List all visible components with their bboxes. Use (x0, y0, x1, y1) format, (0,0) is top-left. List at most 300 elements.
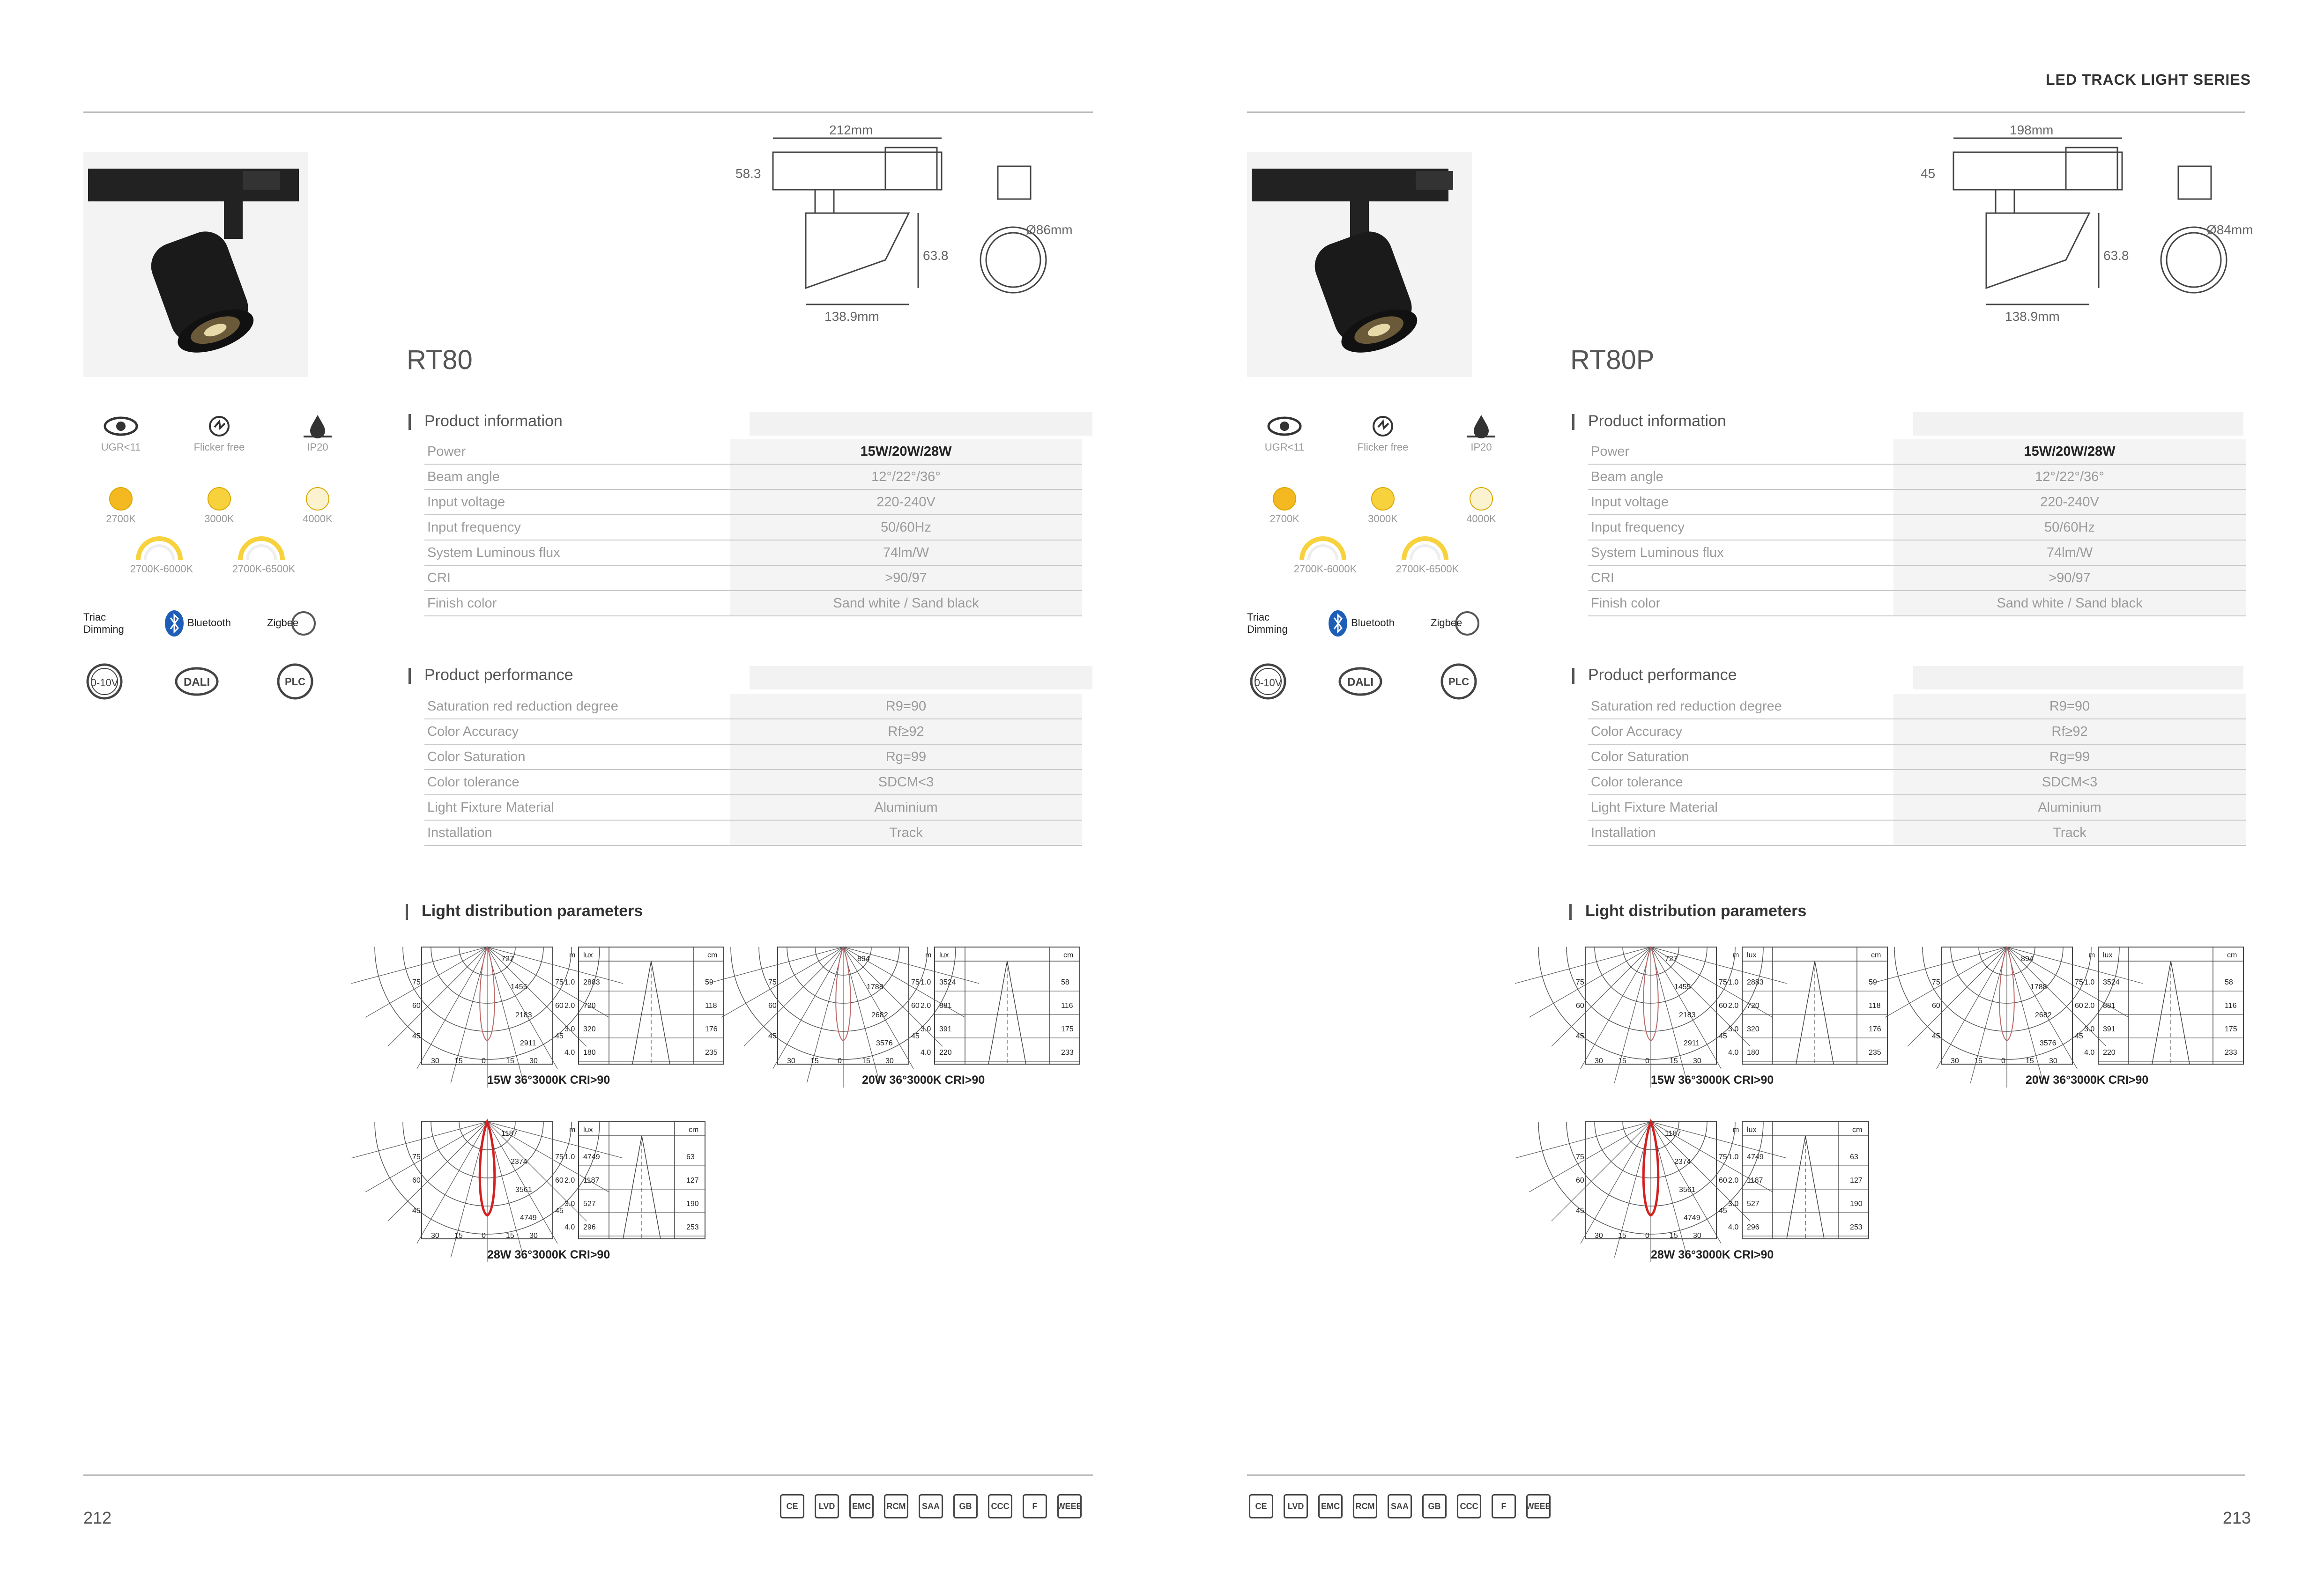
spec-row (424, 770, 1082, 795)
row-m: 1.0 (1728, 1153, 1739, 1161)
angle-label: 60 (412, 1002, 421, 1010)
light-chart (1932, 947, 2246, 1078)
row-cm: 118 (705, 1002, 717, 1010)
row-lux: 296 (583, 1223, 596, 1231)
ring-value: 4749 (520, 1214, 537, 1222)
angle-label: 15 (454, 1232, 463, 1240)
row-m: 2.0 (921, 1002, 931, 1010)
row-m: 2.0 (2084, 1002, 2095, 1010)
cct-dot-icon (1266, 485, 1303, 513)
cert-icon: RCM (1353, 1494, 1377, 1518)
spec-value: SDCM<3 (730, 770, 1082, 795)
row-lux: 881 (939, 1002, 952, 1010)
spec-row (1588, 515, 2246, 540)
row-m: 3.0 (564, 1200, 575, 1208)
feature-label: IP20 (307, 441, 328, 453)
angle-label: 15 (1618, 1057, 1626, 1065)
row-lux: 220 (939, 1049, 952, 1057)
col-head-lux: lux (1747, 951, 1757, 959)
angle-label: 75 (412, 978, 421, 986)
ring-value: 2682 (871, 1011, 888, 1019)
col-head-m: m (1733, 951, 1739, 959)
ring-value: 3576 (876, 1039, 893, 1047)
eye-icon (102, 412, 140, 440)
polar-diagram (1515, 947, 1787, 1088)
spec-value: Track (1893, 820, 2246, 845)
angle-label: 0 (482, 1232, 486, 1240)
page-number-left: 212 (83, 1508, 112, 1527)
row-lux: 320 (583, 1025, 596, 1033)
spec-value: 15W/20W/28W (730, 439, 1082, 464)
bottom-rule-right (1247, 1474, 2245, 1476)
dim-lamp-length: 138.9mm (2005, 309, 2060, 324)
col-head-m: m (925, 951, 932, 959)
spec-value: 12°/22°/36° (730, 464, 1082, 489)
col-head-cm: cm (1063, 951, 1074, 959)
row-lux: 2883 (1747, 978, 1764, 986)
cct-dot-icon (299, 485, 336, 513)
spec-value: 50/60Hz (1893, 515, 2246, 540)
angle-label: 75 (911, 978, 920, 986)
col-head-lux: lux (583, 951, 593, 959)
light-chart (768, 947, 1082, 1078)
angle-label: 15 (454, 1057, 463, 1065)
spec-key: Saturation red reduction degree (1588, 694, 1893, 719)
zigbee-label: Zigbee (1431, 617, 1463, 629)
angle-label: 15 (1670, 1057, 1678, 1065)
spec-key: Input voltage (1588, 489, 1893, 515)
cct-dot-icon (102, 485, 140, 513)
spec-key: Power (1588, 439, 1893, 464)
row-cm: 118 (1869, 1002, 1881, 1010)
spec-key: Color tolerance (424, 770, 730, 795)
chart-caption: 20W 36°3000K CRI>90 (862, 1074, 985, 1087)
cert-icon: EMC (849, 1494, 874, 1518)
triac-dimming-label: Triac Dimming (1247, 611, 1288, 635)
spec-row (1588, 719, 2246, 744)
bluetooth-icon (1327, 609, 1349, 637)
row-m: 3.0 (921, 1025, 931, 1033)
row-lux: 220 (2103, 1049, 2116, 1057)
ring-value: 1455 (511, 983, 527, 991)
angle-label: 30 (431, 1232, 439, 1240)
spec-key: Installation (424, 820, 730, 845)
page-number-right: 213 (2222, 1508, 2251, 1527)
angle-label: 15 (1618, 1232, 1626, 1240)
row-m: 4.0 (564, 1223, 575, 1231)
angle-label: 75 (555, 978, 564, 986)
spec-row (1588, 744, 2246, 770)
row-lux: 720 (1747, 1002, 1760, 1010)
row-m: 4.0 (1728, 1223, 1739, 1231)
dim-lamp-length: 138.9mm (824, 309, 879, 324)
product-performance-table (424, 694, 1082, 846)
peak-value: 894 (857, 955, 870, 963)
light-distribution-title: Light distribution parameters (422, 902, 643, 920)
spec-row (1588, 540, 2246, 565)
cert-icon: WEEE (1526, 1494, 1551, 1518)
row-m: 1.0 (1728, 978, 1739, 986)
spec-key: Installation (1588, 820, 1893, 845)
cct-label: 3000K (204, 513, 234, 525)
row-cm: 59 (1869, 978, 1877, 986)
table-head-shade (1913, 412, 2243, 436)
spec-key: Color Accuracy (424, 719, 730, 744)
tunable-arc-icon (131, 534, 187, 562)
angle-label: 30 (1693, 1232, 1701, 1240)
feature-label: UGR<11 (101, 441, 141, 453)
spec-value: Track (730, 820, 1082, 845)
row-lux: 391 (2103, 1025, 2116, 1033)
col-head-lux: lux (2103, 951, 2113, 959)
row-m: 2.0 (1728, 1002, 1739, 1010)
row-cm: 233 (1061, 1049, 1074, 1057)
row-cm: 127 (686, 1177, 699, 1185)
plc-icon (274, 663, 316, 700)
angle-label: 60 (1719, 1177, 1727, 1185)
row-cm: 63 (686, 1153, 695, 1161)
lux-table (564, 947, 724, 1064)
chart-caption: 20W 36°3000K CRI>90 (2026, 1074, 2149, 1087)
plc-label: PLC (285, 676, 305, 688)
row-m: 2.0 (564, 1177, 575, 1185)
cert-icon: LVD (1284, 1494, 1308, 1518)
spec-row (1588, 795, 2246, 820)
spec-value: R9=90 (1893, 694, 2246, 719)
col-head-lux: lux (939, 951, 949, 959)
polar-diagram (351, 1122, 623, 1262)
spec-value: Rg=99 (1893, 744, 2246, 770)
angle-label: 75 (768, 978, 777, 986)
angle-label: 45 (1719, 1032, 1727, 1040)
row-lux: 4749 (1747, 1153, 1764, 1161)
lux-table (564, 1122, 705, 1239)
angle-label: 30 (1595, 1057, 1603, 1065)
angle-label: 30 (1595, 1232, 1603, 1240)
dim-lamp-height: 63.8 (923, 248, 949, 263)
spec-row (424, 439, 1082, 464)
zigbee-icon (290, 609, 318, 637)
spec-key: Light Fixture Material (424, 795, 730, 820)
row-cm: 176 (705, 1025, 718, 1033)
spec-key: Beam angle (1588, 464, 1893, 489)
angle-label: 60 (555, 1177, 564, 1185)
angle-label: 15 (2026, 1057, 2034, 1065)
dim-lamp-height: 63.8 (2103, 248, 2129, 263)
spec-row (1588, 820, 2246, 845)
ring-value: 2911 (1684, 1039, 1700, 1047)
row-m: 1.0 (564, 978, 575, 986)
zigbee-icon (1453, 609, 1481, 637)
row-cm: 253 (686, 1223, 699, 1231)
tunable-arc-icon (1397, 534, 1453, 562)
spec-key: Color Saturation (1588, 744, 1893, 770)
angle-label: 45 (768, 1032, 777, 1040)
row-m: 2.0 (1728, 1177, 1739, 1185)
row-cm: 233 (2225, 1049, 2237, 1057)
feature-label: Flicker free (193, 441, 245, 453)
ring-value: 2911 (520, 1039, 536, 1047)
ring-value: 2374 (1674, 1158, 1691, 1166)
product-info-title: Product information (1588, 412, 1726, 430)
spec-value: 220-240V (1893, 489, 2246, 515)
peak-value: 727 (501, 955, 514, 963)
row-lux: 391 (939, 1025, 952, 1033)
cert-icon: CE (780, 1494, 804, 1518)
chart-caption: 28W 36°3000K CRI>90 (1651, 1248, 1774, 1261)
series-title: LED TRACK LIGHT SERIES (2045, 71, 2251, 88)
angle-label: 30 (529, 1232, 538, 1240)
spec-key: CRI (1588, 565, 1893, 591)
spec-key: Color Accuracy (1588, 719, 1893, 744)
ring-value: 3561 (515, 1186, 532, 1194)
cct-dot-icon (200, 485, 238, 513)
angle-label: 75 (1932, 978, 1940, 986)
spec-row (424, 591, 1082, 616)
spec-value: 74lm/W (1893, 540, 2246, 565)
row-lux: 3524 (939, 978, 956, 986)
row-lux: 1187 (1747, 1177, 1763, 1185)
product-performance-title: Product performance (424, 666, 573, 684)
dim-width: 198mm (2010, 123, 2054, 137)
row-lux: 180 (1747, 1049, 1760, 1057)
angle-label: 75 (412, 1153, 421, 1161)
row-cm: 59 (705, 978, 713, 986)
row-lux: 320 (1747, 1025, 1760, 1033)
angle-label: 0 (2001, 1057, 2005, 1065)
col-head-cm: cm (1852, 1126, 1863, 1134)
bluetooth-label: Bluetooth (1351, 617, 1395, 629)
spec-row (424, 565, 1082, 591)
angle-label: 75 (555, 1153, 564, 1161)
spec-key: Color tolerance (1588, 770, 1893, 795)
ring-value: 2183 (1679, 1011, 1696, 1019)
angle-label: 45 (1576, 1032, 1584, 1040)
spec-value: SDCM<3 (1893, 770, 2246, 795)
feature-label: IP20 (1470, 441, 1492, 453)
angle-label: 30 (885, 1057, 894, 1065)
cert-icon: CCC (1457, 1494, 1481, 1518)
cert-icon: GB (1422, 1494, 1447, 1518)
spec-row (1588, 565, 2246, 591)
ring-value: 2682 (2035, 1011, 2052, 1019)
table-head-shade (750, 666, 1092, 689)
cert-icon: WEEE (1057, 1494, 1082, 1518)
cct-label: 3000K (1368, 513, 1398, 525)
row-m: 3.0 (2084, 1025, 2095, 1033)
row-cm: 63 (1850, 1153, 1858, 1161)
row-m: 4.0 (2084, 1049, 2095, 1057)
spec-key: Finish color (1588, 591, 1893, 616)
cert-icon: LVD (815, 1494, 839, 1518)
product-performance-title: Product performance (1588, 666, 1737, 684)
angle-label: 60 (768, 1002, 777, 1010)
spec-row (424, 719, 1082, 744)
spec-key: System Luminous flux (1588, 540, 1893, 565)
polar-diagram (707, 947, 979, 1088)
spec-row (1588, 489, 2246, 515)
spec-row (1588, 464, 2246, 489)
dim-diameter: Ø86mm (1026, 222, 1073, 237)
angle-label: 60 (911, 1002, 920, 1010)
spec-key: Saturation red reduction degree (424, 694, 730, 719)
spec-value: 220-240V (730, 489, 1082, 515)
spec-value: Rg=99 (730, 744, 1082, 770)
spec-key: Finish color (424, 591, 730, 616)
light-chart (1576, 1122, 1871, 1253)
spec-row (1588, 591, 2246, 616)
angle-label: 15 (862, 1057, 870, 1065)
angle-label: 45 (1719, 1207, 1727, 1215)
eye-icon (1266, 412, 1303, 440)
spec-row (1588, 770, 2246, 795)
dim-width: 212mm (829, 123, 873, 137)
row-lux: 3524 (2103, 978, 2120, 986)
lux-table (921, 947, 1080, 1064)
zero-to-ten-label: 0-10V (90, 677, 119, 689)
spec-row (424, 540, 1082, 565)
angle-label: 30 (2049, 1057, 2057, 1065)
row-cm: 175 (1061, 1025, 1074, 1033)
col-head-m: m (569, 951, 576, 959)
col-head-cm: cm (2227, 951, 2237, 959)
angle-label: 15 (1670, 1232, 1678, 1240)
polar-diagram (1515, 1122, 1787, 1262)
dimension-drawing (1902, 119, 2267, 335)
ip-drop-icon (299, 412, 336, 440)
zero-to-ten-label: 0-10V (1254, 677, 1282, 689)
chart-caption: 15W 36°3000K CRI>90 (487, 1074, 610, 1087)
row-m: 4.0 (921, 1049, 931, 1057)
cert-icon: CE (1249, 1494, 1273, 1518)
row-cm: 235 (705, 1049, 718, 1057)
spec-row (424, 795, 1082, 820)
ring-value: 1788 (867, 983, 884, 991)
angle-label: 15 (506, 1057, 514, 1065)
spec-value: R9=90 (730, 694, 1082, 719)
tunable-arc-icon (233, 534, 290, 562)
angle-label: 45 (412, 1032, 421, 1040)
spec-row (424, 744, 1082, 770)
ring-value: 3576 (2040, 1039, 2057, 1047)
spec-key: Input frequency (1588, 515, 1893, 540)
tunable-label: 2700K-6000K (1293, 563, 1357, 575)
spec-key: CRI (424, 565, 730, 591)
row-cm: 176 (1869, 1025, 1881, 1033)
angle-label: 15 (506, 1232, 514, 1240)
angle-label: 60 (412, 1177, 421, 1185)
col-head-cm: cm (689, 1126, 699, 1134)
row-lux: 881 (2103, 1002, 2116, 1010)
spec-value: Aluminium (1893, 795, 2246, 820)
row-lux: 180 (583, 1049, 596, 1057)
row-cm: 235 (1869, 1049, 1881, 1057)
row-lux: 527 (1747, 1200, 1760, 1208)
angle-label: 75 (1576, 978, 1584, 986)
dali-icon (1337, 665, 1384, 698)
plc-label: PLC (1448, 676, 1469, 688)
top-rule-right (1247, 111, 2245, 113)
table-head-shade (1913, 666, 2243, 689)
chart-caption: 28W 36°3000K CRI>90 (487, 1248, 610, 1261)
angle-label: 45 (1932, 1032, 1940, 1040)
bluetooth-label: Bluetooth (187, 617, 231, 629)
row-cm: 58 (2225, 978, 2233, 986)
spec-value: Sand white / Sand black (730, 591, 1082, 616)
spec-key: Input frequency (424, 515, 730, 540)
ring-value: 1788 (2030, 983, 2047, 991)
polar-diagram (1871, 947, 2143, 1088)
lux-table (1728, 1122, 1869, 1239)
light-chart (412, 947, 726, 1078)
row-m: 4.0 (564, 1049, 575, 1057)
row-m: 4.0 (1728, 1049, 1739, 1057)
row-m: 3.0 (1728, 1200, 1739, 1208)
ring-value: 4749 (1684, 1214, 1700, 1222)
col-head-lux: lux (1747, 1126, 1757, 1134)
product-performance-table (1588, 694, 2246, 846)
cert-icon: RCM (884, 1494, 908, 1518)
angle-label: 15 (1974, 1057, 1982, 1065)
cct-dot-icon (1364, 485, 1402, 513)
spec-key: Light Fixture Material (1588, 795, 1893, 820)
product-info-title: Product information (424, 412, 563, 430)
light-chart (1576, 947, 1890, 1078)
top-rule-left (83, 111, 1093, 113)
row-m: 1.0 (2084, 978, 2095, 986)
tunable-label: 2700K-6500K (1396, 563, 1459, 575)
spec-row (1588, 694, 2246, 719)
angle-label: 45 (555, 1207, 564, 1215)
angle-label: 60 (555, 1002, 564, 1010)
bottom-rule-left (83, 1474, 1093, 1476)
dimension-drawing (721, 119, 1087, 335)
zero-to-ten-icon (1247, 663, 1289, 700)
row-lux: 4749 (583, 1153, 600, 1161)
plc-icon (1438, 663, 1480, 700)
angle-label: 0 (838, 1057, 842, 1065)
col-head-lux: lux (583, 1126, 593, 1134)
peak-value: 894 (2021, 955, 2034, 963)
product-info-table (424, 439, 1082, 616)
product-photo (1247, 152, 1472, 377)
spec-value: Aluminium (730, 795, 1082, 820)
col-head-cm: cm (1871, 951, 1881, 959)
row-m: 2.0 (564, 1002, 575, 1010)
angle-label: 45 (555, 1032, 564, 1040)
col-head-m: m (569, 1126, 576, 1134)
light-distribution-title: Light distribution parameters (1585, 902, 1807, 920)
spec-key: System Luminous flux (424, 540, 730, 565)
cert-icon: F (1492, 1494, 1516, 1518)
cert-icon: SAA (919, 1494, 943, 1518)
spec-row (424, 464, 1082, 489)
spec-row (424, 515, 1082, 540)
flicker-free-icon (1364, 412, 1402, 440)
spec-row (424, 694, 1082, 719)
row-lux: 527 (583, 1200, 596, 1208)
spec-row (1588, 439, 2246, 464)
lux-table (1728, 947, 1887, 1064)
spec-row (424, 489, 1082, 515)
angle-label: 45 (1576, 1207, 1584, 1215)
col-head-m: m (2089, 951, 2095, 959)
angle-label: 0 (1645, 1057, 1649, 1065)
cert-icon: F (1023, 1494, 1047, 1518)
angle-label: 60 (2075, 1002, 2083, 1010)
angle-label: 75 (2075, 978, 2083, 986)
row-cm: 58 (1061, 978, 1069, 986)
